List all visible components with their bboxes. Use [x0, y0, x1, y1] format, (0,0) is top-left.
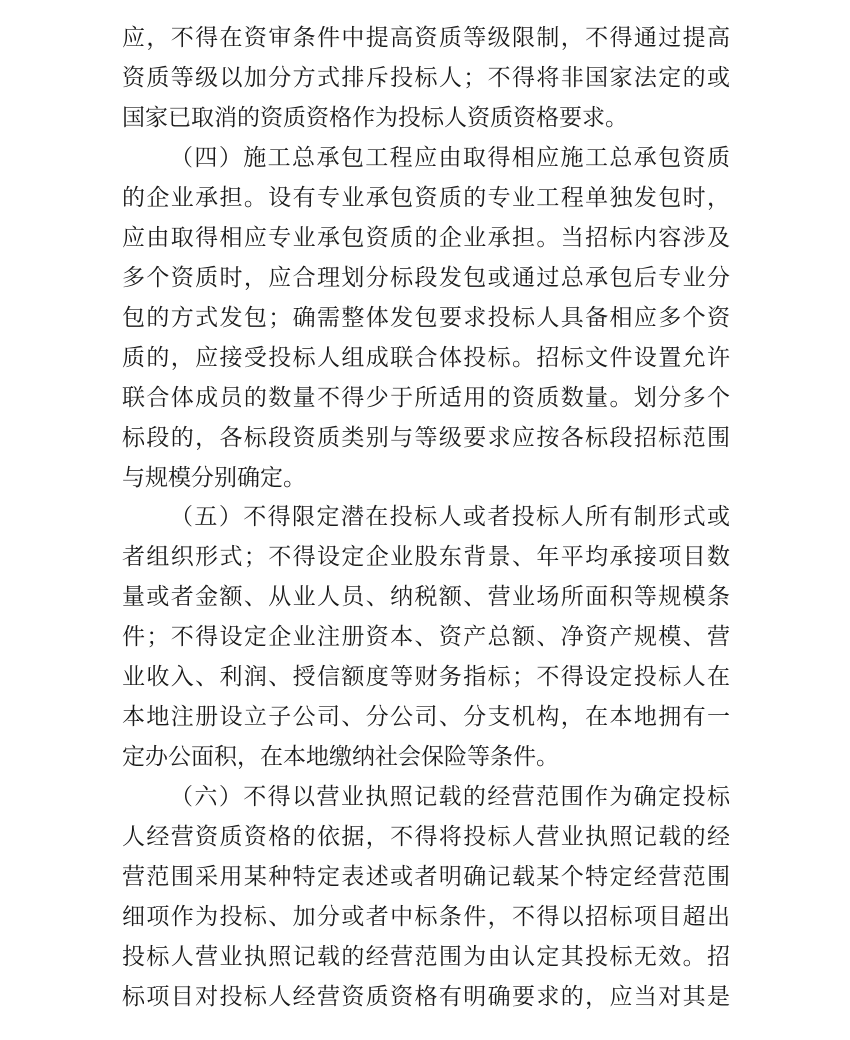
text-line: 包的方式发包；确需整体发包要求投标人具备相应多个资: [122, 305, 730, 331]
text-line: 标段的，各标段资质类别与等级要求应按各标段招标范围: [122, 425, 730, 451]
text-line: 联合体成员的数量不得少于所适用的资质数量。划分多个: [122, 385, 730, 411]
text-line: 应，不得在资审条件中提高资质等级限制，不得通过提高: [122, 25, 730, 51]
text-line: 应由取得相应专业承包资质的企业承担。当招标内容涉及: [122, 225, 730, 251]
text-line: 量或者金额、从业人员、纳税额、营业场所面积等规模条: [122, 584, 730, 610]
text-line: 人经营资质资格的依据，不得将投标人营业执照记载的经: [122, 824, 730, 850]
text-line: 营范围采用某种特定表述或者明确记载某个特定经营范围: [122, 864, 730, 890]
paragraph-heading-line: （六）不得以营业执照记载的经营范围作为确定投标: [170, 784, 730, 810]
text-line: 投标人营业执照记载的经营范围为由认定其投标无效。招: [122, 944, 730, 970]
text-line: 标项目对投标人经营资质资格有明确要求的，应当对其是: [122, 984, 730, 1010]
text-line: 多个资质时，应合理划分标段发包或通过总承包后专业分: [122, 265, 730, 291]
paragraph-heading-line: （五）不得限定潜在投标人或者投标人所有制形式或: [170, 504, 730, 530]
text-line: 资质等级以加分方式排斥投标人；不得将非国家法定的或: [122, 65, 730, 91]
text-line: 者组织形式；不得设定企业股东背景、年平均承接项目数: [122, 544, 730, 570]
text-line: 件；不得设定企业注册资本、资产总额、净资产规模、营: [122, 624, 730, 650]
text-line: 定办公面积，在本地缴纳社会保险等条件。: [122, 744, 559, 770]
text-line: 细项作为投标、加分或者中标条件，不得以招标项目超出: [122, 904, 730, 930]
text-line: 与规模分别确定。: [122, 465, 306, 491]
text-line: 的企业承担。设有专业承包资质的专业工程单独发包时，: [122, 185, 730, 211]
text-line: 国家已取消的资质资格作为投标人资质资格要求。: [122, 105, 628, 131]
text-line: 业收入、利润、授信额度等财务指标；不得设定投标人在: [122, 664, 730, 690]
text-line: 质的，应接受投标人组成联合体投标。招标文件设置允许: [122, 345, 730, 371]
text-line: 本地注册设立子公司、分公司、分支机构，在本地拥有一: [122, 704, 730, 730]
paragraph-heading-line: （四）施工总承包工程应由取得相应施工总承包资质: [170, 145, 730, 171]
